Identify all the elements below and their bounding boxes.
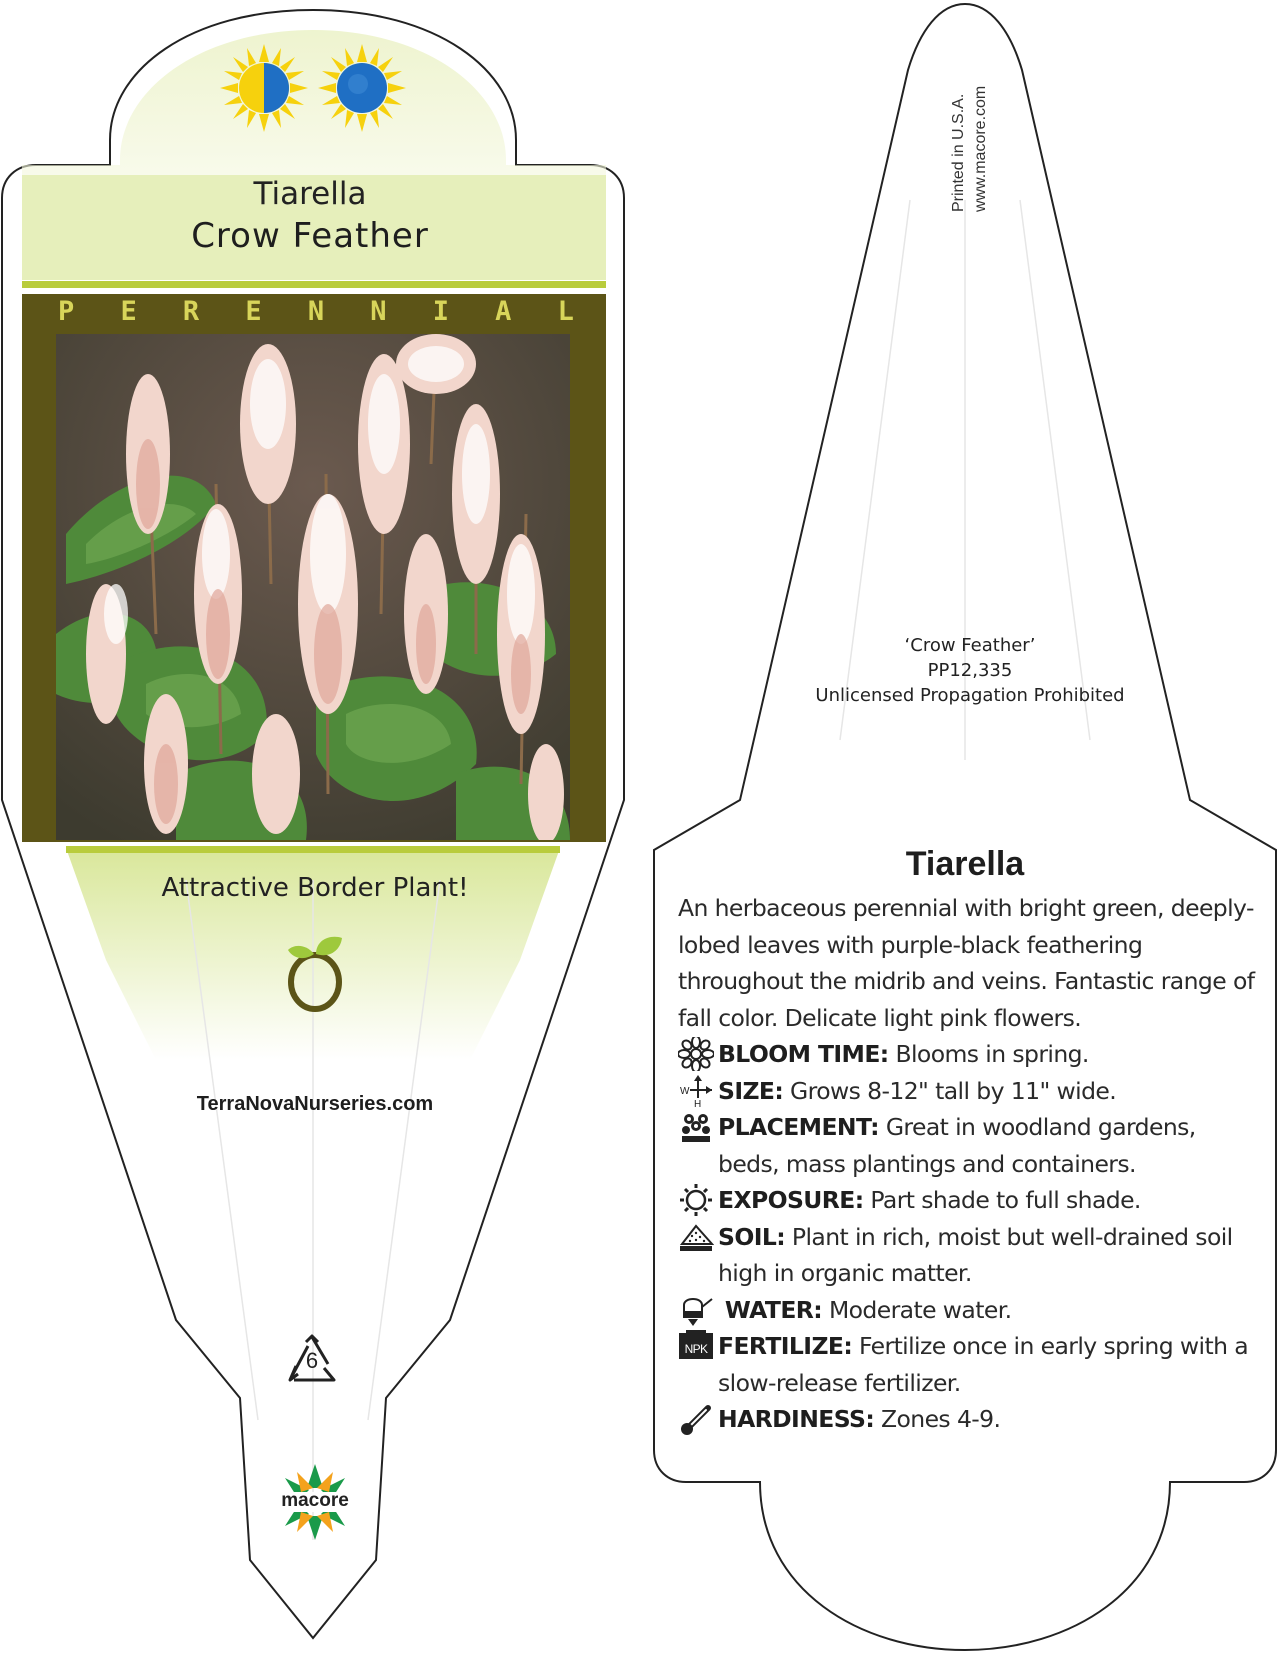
front-header-line xyxy=(22,281,606,288)
thermometer-icon xyxy=(678,1402,718,1436)
attribute-size xyxy=(678,1073,1256,1110)
size-icon-w: W xyxy=(680,1085,689,1097)
attribute-value: Fertilize once in early spring with a slow-release fertilizer. xyxy=(718,1332,1249,1397)
plant-description-block xyxy=(678,890,1256,1438)
perennial-letter: I xyxy=(432,296,449,327)
printed-notice xyxy=(870,40,990,220)
attribute-hardiness xyxy=(678,1401,1256,1438)
perennial-letter: L xyxy=(557,296,574,327)
recycle-code: 6 xyxy=(305,1348,319,1373)
perennial-letter: E xyxy=(245,296,262,327)
attribute-water xyxy=(678,1292,1256,1329)
watering-can-icon xyxy=(678,1293,718,1327)
attribute-label: BLOOM TIME: xyxy=(718,1040,889,1068)
macore-wordmark: macore xyxy=(281,1490,349,1511)
attribute-label: HARDINESS: xyxy=(718,1405,875,1433)
attribute-value: Moderate water. xyxy=(828,1295,1012,1324)
attribute-label: FERTILIZE: xyxy=(718,1332,853,1360)
attribute-exposure xyxy=(678,1182,1256,1219)
plant-photo xyxy=(56,334,570,840)
plant-description: An herbaceous perennial with bright green, deeply-lobed leaves with purple-black feathering throughout the midrib and veins. Fantastic range of fall color. Delicate light pink flowers. xyxy=(678,894,1255,1032)
back-title: Tiarella xyxy=(905,845,1025,883)
patent-number: PP12,335 xyxy=(927,660,1013,681)
sprout-logo-icon xyxy=(280,932,350,1012)
macore-logo xyxy=(270,1464,360,1540)
attribute-value: Plant in rich, moist but well-drained soil high in organic matter. xyxy=(718,1222,1233,1287)
attribute-value: Grows 8-12" tall by 11" wide. xyxy=(790,1076,1117,1105)
attribute-bloom-time xyxy=(678,1036,1256,1073)
attribute-label: SIZE: xyxy=(718,1076,784,1105)
attribute-label: EXPOSURE: xyxy=(718,1186,864,1214)
recycle-icon xyxy=(284,1334,340,1386)
front-variety-title: Crow Feather xyxy=(191,216,429,256)
front-tagline: Attractive Border Plant! xyxy=(161,873,469,903)
attribute-value: Blooms in spring. xyxy=(895,1040,1089,1068)
npk-icon xyxy=(678,1329,718,1363)
attribute-value: Zones 4-9. xyxy=(881,1405,1001,1433)
website-link[interactable]: TerraNovaNurseries.com xyxy=(196,1093,434,1115)
printed-line-country: Printed in U.S.A. xyxy=(950,93,967,212)
attribute-soil xyxy=(678,1219,1256,1292)
perennial-letter: N xyxy=(370,296,387,327)
perennial-label xyxy=(22,296,606,332)
patent-cultivar: ‘Crow Feather’ xyxy=(904,635,1036,656)
attribute-fertilize xyxy=(678,1328,1256,1401)
size-icon-h: H xyxy=(694,1098,701,1108)
sun-outline-icon xyxy=(678,1183,718,1217)
perennial-letter: P xyxy=(58,296,75,327)
perennial-letter: E xyxy=(120,296,137,327)
perennial-letter: N xyxy=(307,296,325,327)
attribute-value: Part shade to full shade. xyxy=(870,1186,1141,1214)
size-icon xyxy=(678,1074,718,1108)
perennial-letter: R xyxy=(182,296,200,327)
flower-icon xyxy=(678,1037,718,1071)
front-genus-title: Tiarella xyxy=(253,176,367,212)
npk-text: NPK xyxy=(684,1342,708,1356)
perennial-letter: A xyxy=(495,296,512,327)
patent-notice: Unlicensed Propagation Prohibited xyxy=(815,685,1125,706)
attribute-placement xyxy=(678,1109,1256,1182)
patent-block xyxy=(760,633,1180,708)
soil-icon xyxy=(678,1220,718,1254)
attribute-label: SOIL: xyxy=(718,1222,786,1251)
printed-line-url: www.macore.com xyxy=(972,85,989,212)
attribute-label: WATER: xyxy=(724,1295,823,1324)
attribute-label: PLACEMENT: xyxy=(718,1113,879,1141)
part-shade-sun-icon xyxy=(220,44,308,132)
attribute-value: Great in woodland gardens, beds, mass plantings and containers. xyxy=(718,1113,1196,1178)
full-shade-sun-icon xyxy=(318,44,406,132)
placement-icon xyxy=(678,1110,718,1144)
